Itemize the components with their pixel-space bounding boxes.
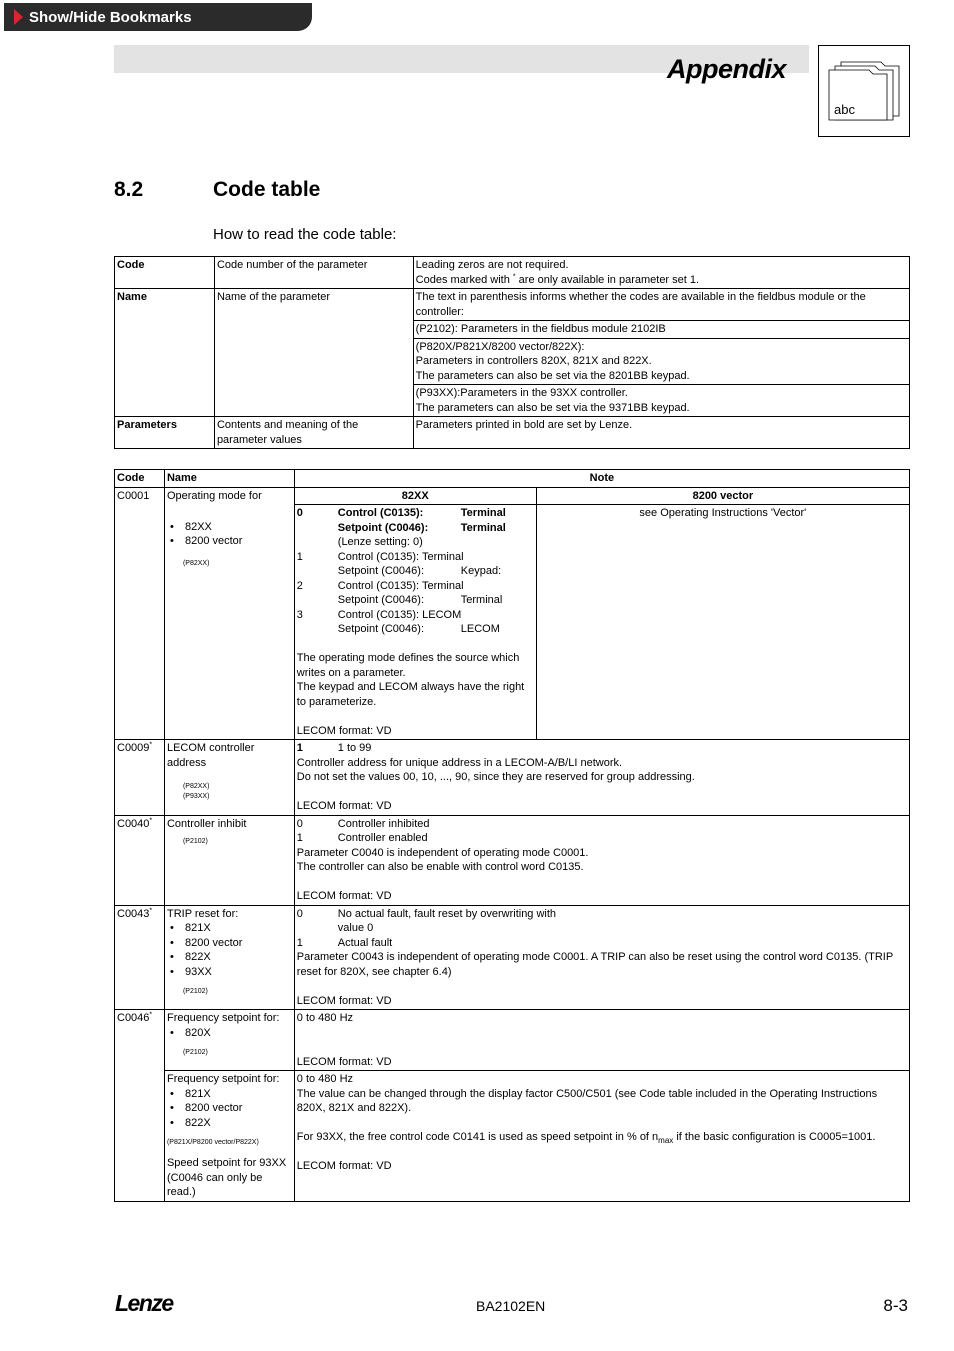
list-item: • 821X (167, 921, 292, 936)
value-label: Control (C0135): Terminal (337, 550, 464, 563)
description: Controller address for unique address in a LECOM-A/B/LI network. (296, 756, 623, 769)
value-label: Setpoint (C0046): (337, 594, 424, 606)
code-c0001: C0001 (115, 487, 165, 740)
value-label: Setpoint (C0046): (337, 521, 429, 534)
description: Do not set the values 00, 10, ..., 90, since they are reserved for group addressing. (296, 771, 695, 783)
name-c0040 (164, 815, 294, 905)
note-c0001-82xx (294, 505, 536, 740)
asterisk-mark: * (149, 1011, 153, 1019)
value-source: LECOM (460, 623, 500, 635)
subheader-8200-vector: 8200 vector (536, 487, 909, 505)
value-label: Control (C0135): LECOM (337, 608, 462, 621)
legend-code-note2b: are only available in parameter set 1. (515, 273, 700, 286)
table-row-c0046-a (115, 1010, 910, 1071)
description: The keypad and LECOM always have the right to parameterize. (296, 681, 525, 708)
note-c0001-vector: see Operating Instructions 'Vector' (536, 505, 909, 740)
note-c0040 (294, 815, 909, 905)
table-header-row (115, 470, 910, 488)
legend-name-note3b: Parameters in controllers 820X, 821X and 822X. (415, 355, 652, 367)
table-row-c0009 (115, 740, 910, 816)
legend-name-note1: The text in parenthesis informs whether the codes are available in the fieldbus module or the controller: (413, 289, 909, 321)
list-item: • 821X (167, 1087, 292, 1102)
legend-name-note3a: (P820X/P821X/8200 vector/822X): (415, 340, 585, 353)
description: The operating mode defines the source which writes on a parameter. (296, 652, 520, 679)
value-label: No actual fault, fault reset by overwriting with (337, 907, 557, 920)
page-number: 8-3 (883, 1296, 908, 1315)
value-label: Control (C0135): (337, 507, 424, 519)
table-row-c0040 (115, 815, 910, 905)
table-row-c0043 (115, 905, 910, 1010)
legend-code-note (413, 257, 909, 289)
name-text: Frequency setpoint for: (166, 1012, 280, 1024)
legend-row-name (115, 289, 910, 321)
lecom-format: LECOM format: VD (296, 1055, 392, 1068)
legend-name-note4a: (P93XX):Parameters in the 93XX controller. (415, 387, 628, 399)
folder-label: abc (834, 102, 855, 117)
note-c0009 (294, 740, 909, 816)
name-extra: Speed setpoint for 93XX (C0046 can only be read.) (166, 1157, 287, 1198)
description: Parameter C0040 is independent of operating mode C0001. (296, 846, 589, 859)
code-value: C0040 (117, 817, 150, 830)
lecom-format: LECOM format: VD (296, 890, 392, 902)
asterisk-mark: * (512, 272, 516, 280)
availability-tag: (P2102) (182, 988, 208, 995)
subscript: max (658, 1136, 674, 1146)
name-c0001 (164, 487, 294, 740)
legend-param-label: Parameters (115, 417, 215, 449)
header-name: Name (164, 470, 294, 488)
legend-name-note3c: The parameters can also be set via the 8201BB keypad. (415, 369, 690, 382)
value-number: 1 (296, 742, 303, 754)
list-item: • 82XX (167, 520, 292, 535)
availability-tag: (P82XX) (182, 783, 210, 790)
lecom-format: LECOM format: VD (296, 800, 392, 812)
legend-name-note4 (413, 385, 909, 417)
legend-code-note1: Leading zeros are not required. (415, 259, 569, 271)
legend-table (114, 256, 910, 449)
name-c0046-a (164, 1010, 294, 1071)
chapter-folder-tab (818, 45, 910, 137)
list-item: • 8200 vector (167, 534, 292, 549)
availability-tag: (P821X/P8200 vector/P822X) (166, 1139, 259, 1146)
value-label: Setpoint (C0046): (337, 623, 424, 635)
value-label: Control (C0135): Terminal (337, 579, 464, 592)
list-item: • 822X (167, 1116, 292, 1131)
description-part: if the basic configuration is C0005=1001. (673, 1131, 876, 1143)
c0001-bullets (167, 520, 292, 549)
value-source: Keypad: (460, 565, 502, 577)
lecom-format: LECOM format: VD (296, 994, 392, 1007)
availability-tag: (P93XX) (182, 793, 210, 800)
code-c0046 (115, 1010, 165, 1202)
chapter-title: Appendix (666, 54, 786, 84)
value-label: value 0 (337, 922, 374, 934)
value-source: Terminal (460, 507, 506, 519)
value-number: 2 (296, 579, 303, 592)
value-number: 1 (296, 550, 303, 563)
header-code: Code (115, 470, 165, 488)
name-c0043 (164, 905, 294, 1010)
value-label: Controller inhibited (337, 817, 430, 830)
asterisk-mark: * (149, 741, 153, 749)
name-c0046-b (164, 1071, 294, 1202)
value-label: Actual fault (337, 936, 393, 949)
show-hide-bookmarks-button[interactable] (4, 3, 312, 31)
lenze-setting: (Lenze setting: 0) (337, 536, 423, 548)
list-item: • 822X (167, 950, 292, 965)
availability-tag: (P82XX) (182, 559, 210, 567)
value-number: 0 (296, 907, 303, 920)
value-label: Controller enabled (337, 832, 428, 844)
value-label: Setpoint (C0046): (337, 565, 424, 577)
section-title: Code table (213, 178, 321, 201)
code-table (114, 469, 910, 1202)
value-source: Terminal (460, 594, 503, 606)
legend-name-note2: (P2102): Parameters in the fieldbus module 2102IB (413, 321, 909, 339)
description-part: For 93XX, the free control code C0141 is used as speed setpoint in % of n (296, 1131, 659, 1143)
lenze-logo: Lenze (115, 1290, 173, 1316)
name-text: Frequency setpoint for: (166, 1073, 280, 1085)
name-text: TRIP reset for: (166, 907, 239, 920)
legend-param-note: Parameters printed in bold are set by Lenze. (413, 417, 909, 449)
lecom-format: LECOM format: VD (296, 1160, 392, 1172)
asterisk-mark: * (149, 906, 153, 914)
code-value: C0043 (117, 907, 150, 920)
value-number: 1 (296, 936, 303, 949)
table-row-c0001-sub (115, 487, 910, 505)
value-label: 1 to 99 (337, 742, 372, 754)
lecom-format: LECOM format: VD (296, 724, 392, 737)
value-number: 1 (296, 832, 303, 844)
name-text: LECOM controller address (166, 742, 255, 769)
section-number: 8.2 (114, 178, 144, 201)
bookmark-button-label: Show/Hide Bookmarks (29, 8, 192, 26)
legend-name-note4b: The parameters can also be set via the 9371BB keypad. (415, 401, 690, 414)
value-number: 0 (296, 817, 303, 830)
c0043-bullets (167, 921, 292, 979)
name-text: Controller inhibit (166, 817, 247, 830)
legend-name-note3 (413, 338, 909, 385)
note-c0043 (294, 905, 909, 1010)
code-c0043 (115, 905, 165, 1010)
value-source: Terminal (460, 521, 506, 534)
name-c0009 (164, 740, 294, 816)
subheader-82xx: 82XX (294, 487, 536, 505)
list-item: • 8200 vector (167, 936, 292, 951)
description (297, 1130, 907, 1145)
description: The controller can also be enable with control word C0135. (296, 861, 584, 873)
legend-code-label: Code (115, 257, 215, 289)
asterisk-mark: * (149, 816, 153, 824)
description: The value can be changed through the display factor C500/C501 (see Code table included in the Operating Instructions 820X, 821X and 822X). (296, 1087, 878, 1114)
value-range: 0 to 480 Hz (296, 1073, 354, 1085)
list-item: • 820X (167, 1026, 292, 1041)
value-number: 3 (296, 608, 303, 621)
legend-param-desc: Contents and meaning of the parameter values (214, 417, 413, 449)
legend-code-desc: Code number of the parameter (214, 257, 413, 289)
value-range: 0 to 480 Hz (296, 1012, 354, 1024)
legend-name-desc: Name of the parameter (214, 289, 413, 417)
description: Parameter C0043 is independent of operating mode C0001. A TRIP can also be reset using the control word C0135. (TRIP reset for 820X, see chapter 6.4) (296, 951, 893, 978)
document-id: BA2102EN (476, 1298, 546, 1314)
note-c0046-b (294, 1071, 909, 1202)
availability-tag: (P2102) (182, 838, 208, 845)
c0046a-bullets (167, 1026, 292, 1041)
legend-code-note2 (416, 273, 907, 288)
list-item: • 8200 vector (167, 1101, 292, 1116)
table-row-c0046-b (115, 1071, 910, 1202)
legend-row-params (115, 417, 910, 449)
note-c0046-a (294, 1010, 909, 1071)
code-value: C0046 (117, 1012, 150, 1024)
availability-tag: (P2102) (182, 1049, 208, 1056)
code-c0009 (115, 740, 165, 816)
header-note: Note (294, 470, 909, 488)
triangle-right-icon (14, 9, 23, 25)
intro-text: How to read the code table: (213, 226, 397, 243)
name-c0001-title: Operating mode for (166, 489, 262, 502)
legend-name-label: Name (115, 289, 215, 417)
code-c0040 (115, 815, 165, 905)
code-value: C0009 (117, 742, 150, 754)
legend-code-note2a: Codes marked with (415, 273, 513, 286)
list-item: • 93XX (167, 965, 292, 980)
value-number: 0 (296, 507, 303, 519)
legend-row-code (115, 257, 910, 289)
c0046b-bullets (167, 1087, 292, 1131)
